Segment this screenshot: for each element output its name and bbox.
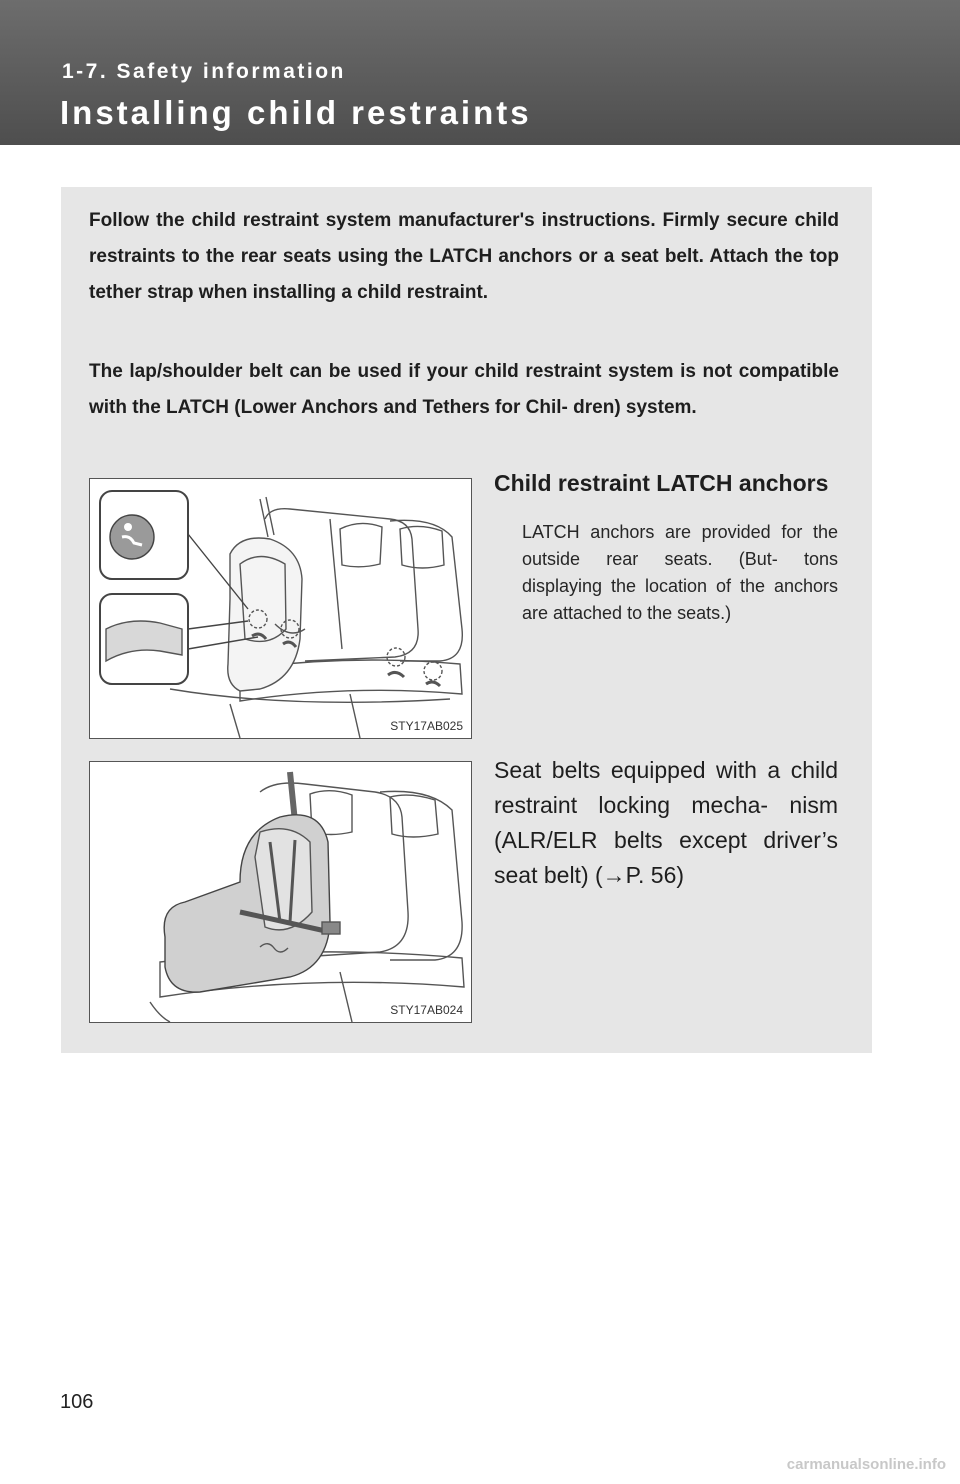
latch-anchors-illustration <box>89 478 472 739</box>
seat-belts-heading: Seat belts equipped with a child restraint locking mecha- nism (ALR/ELR belts except driver’s seat belt) (→P. 56) <box>494 757 838 888</box>
section-label: 1-7. Safety information <box>62 60 346 83</box>
page-title: Installing child restraints <box>60 94 532 131</box>
latch-anchors-drawing <box>90 479 471 738</box>
chapter-header <box>0 0 960 145</box>
intro-paragraph-1: Follow the child restraint system manufacturer's instructions. Firmly secure child restraints to the rear seats using the LATCH anchors or a seat belt. Attach the top tether strap when installing a child restraint. <box>89 210 839 303</box>
figure-code: STY17AB024 <box>390 1003 463 1017</box>
intro-paragraph-2: The lap/shoulder belt can be used if your child restraint system is not compatible with the LATCH (Lower Anchors and Tethers for Chil- dren) system. <box>89 361 839 418</box>
latch-anchors-description: LATCH anchors are provided for the outside rear seats. (But- tons displaying the location of the anchors are attached to the seats.) <box>522 522 838 623</box>
figure-code: STY17AB025 <box>390 719 463 733</box>
seat-belt-illustration <box>89 761 472 1023</box>
latch-anchors-heading: Child restraint LATCH anchors <box>494 470 829 496</box>
page-number: 106 <box>60 1391 94 1413</box>
watermark: carmanualsonline.info <box>786 1456 946 1473</box>
seat-belt-drawing <box>90 762 471 1022</box>
